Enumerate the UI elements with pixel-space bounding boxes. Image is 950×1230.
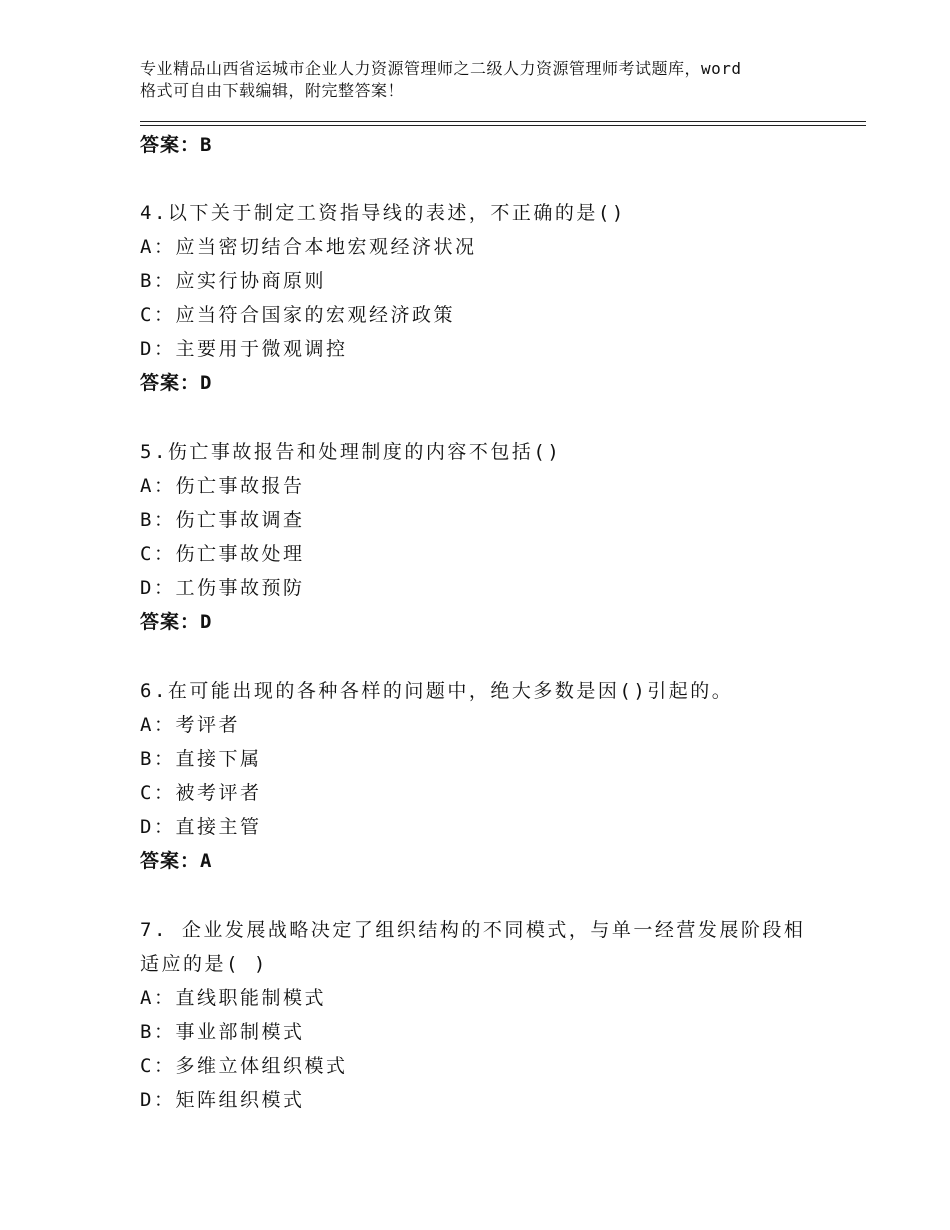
answer-q3: 答案：B — [140, 134, 213, 156]
option-d: D：直接主管 — [140, 816, 262, 838]
question-7 — [140, 913, 840, 1117]
header-line-1: 专业精品山西省运城市企业人力资源管理师之二级人力资源管理师考试题库，word — [140, 59, 742, 78]
question-title-line-2: 适应的是( ) — [140, 953, 268, 975]
option-c: C：被考评者 — [140, 782, 262, 804]
question-4 — [140, 196, 840, 400]
question-title: 6.在可能出现的各种各样的问题中，绝大多数是因()引起的。 — [140, 680, 734, 702]
option-a: A：考评者 — [140, 714, 240, 736]
header-line-2: 格式可自由下载编辑，附完整答案！ — [140, 81, 405, 100]
option-d: D：主要用于微观调控 — [140, 338, 348, 360]
question-title: 5.伤亡事故报告和处理制度的内容不包括() — [140, 441, 562, 463]
question-6 — [140, 674, 840, 878]
page-header — [140, 58, 840, 102]
header-divider-top — [140, 121, 866, 122]
spacer — [140, 639, 840, 674]
question-title: 4.以下关于制定工资指导线的表述，不正确的是() — [140, 202, 626, 224]
spacer — [140, 162, 840, 196]
spacer — [140, 878, 840, 913]
option-a: A：直线职能制模式 — [140, 987, 326, 1009]
option-c: C：多维立体组织模式 — [140, 1055, 348, 1077]
answer-q4: 答案：D — [140, 372, 213, 394]
option-b: B：伤亡事故调查 — [140, 509, 305, 531]
option-a: A：伤亡事故报告 — [140, 475, 305, 497]
spacer — [140, 400, 840, 435]
header-divider-bottom — [140, 125, 866, 126]
answer-q5: 答案：D — [140, 611, 213, 633]
option-c: C：应当符合国家的宏观经济政策 — [140, 304, 455, 326]
option-d: D：工伤事故预防 — [140, 577, 305, 599]
question-title-line-1: 7. 企业发展战略决定了组织结构的不同模式，与单一经营发展阶段相 — [140, 919, 806, 941]
option-b: B：直接下属 — [140, 748, 262, 770]
option-d: D：矩阵组织模式 — [140, 1089, 305, 1111]
question-list — [140, 128, 840, 1117]
answer-q6: 答案：A — [140, 850, 213, 872]
question-5 — [140, 435, 840, 639]
option-b: B：应实行协商原则 — [140, 270, 326, 292]
option-b: B：事业部制模式 — [140, 1021, 305, 1043]
option-a: A：应当密切结合本地宏观经济状况 — [140, 236, 477, 258]
option-c: C：伤亡事故处理 — [140, 543, 305, 565]
